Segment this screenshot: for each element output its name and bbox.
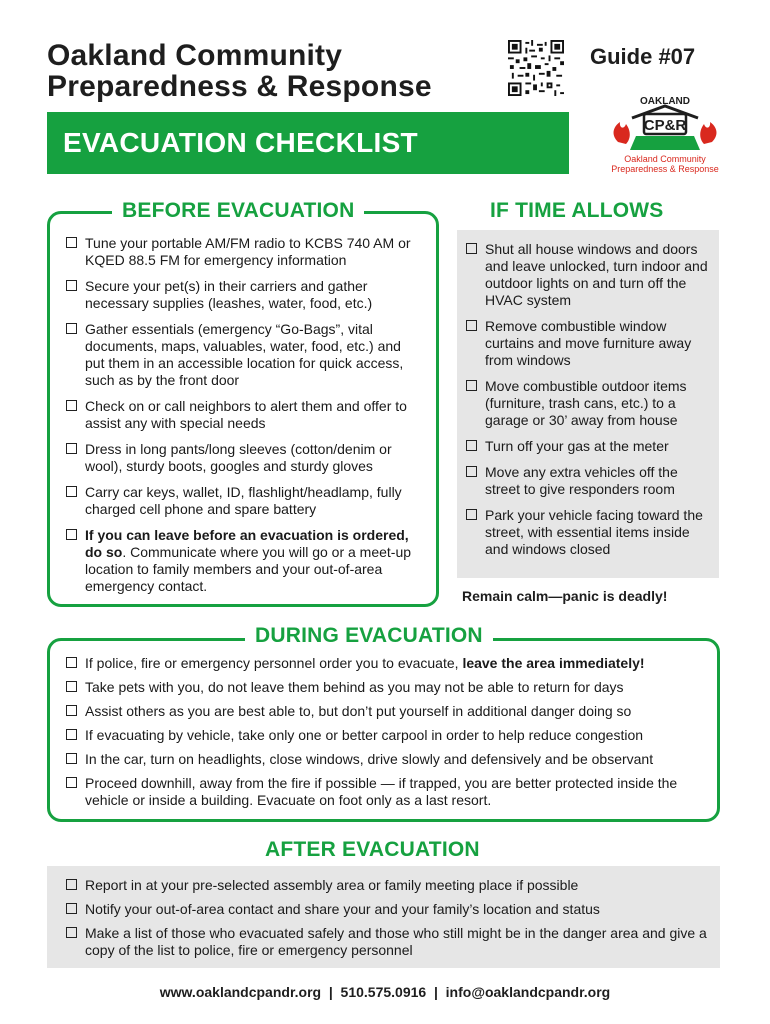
- checklist-item[interactable]: Remove combustible window curtains and move furniture away from windows: [466, 318, 712, 369]
- checkbox-icon[interactable]: [66, 323, 77, 334]
- during-evacuation-list: [66, 655, 712, 809]
- checklist-item[interactable]: Notify your out-of-area contact and share your and your family’s location and status: [66, 901, 712, 918]
- checkbox-icon[interactable]: [66, 400, 77, 411]
- checkbox-icon[interactable]: [66, 705, 77, 716]
- checklist-item[interactable]: If police, fire or emergency personnel order you to evacuate, leave the area immediately!: [66, 655, 712, 672]
- checklist-item[interactable]: If evacuating by vehicle, take only one or better carpool in order to help reduce congestion: [66, 727, 712, 744]
- remain-calm-note: Remain calm—panic is deadly!: [462, 588, 668, 604]
- checklist-item[interactable]: Move combustible outdoor items (furniture, trash cans, etc.) to a garage or 30’ away from house: [466, 378, 712, 429]
- checklist-item[interactable]: Report in at your pre-selected assembly area or family meeting place if possible: [66, 877, 712, 894]
- cpr-logo-mark-icon: [604, 94, 726, 178]
- svg-text:Oakland Community: Oakland Community: [624, 154, 706, 164]
- checklist-item[interactable]: Make a list of those who evacuated safely and those who still might be in the danger area and give a copy of the list to police, fire or emergency personnel: [66, 925, 712, 959]
- checkbox-icon[interactable]: [466, 320, 477, 331]
- checklist-item[interactable]: Check on or call neighbors to alert them and offer to assist any with special needs: [66, 398, 422, 432]
- before-evacuation-title: BEFORE EVACUATION: [112, 199, 364, 223]
- checklist-item[interactable]: Park your vehicle facing toward the street, with essential items inside and windows closed: [466, 507, 712, 558]
- checkbox-icon[interactable]: [66, 777, 77, 788]
- checklist-item[interactable]: Move any extra vehicles off the street to give responders room: [466, 464, 712, 498]
- checkbox-icon[interactable]: [66, 657, 77, 668]
- checkbox-icon[interactable]: [466, 380, 477, 391]
- checklist-item[interactable]: Proceed downhill, away from the fire if possible — if trapped, you are better protected inside the vehicle or inside a building. Evacuate on foot only as a last resort.: [66, 775, 712, 809]
- checklist-item[interactable]: Shut all house windows and doors and leave unlocked, turn indoor and outdoor lights on and turn off the HVAC system: [466, 241, 712, 309]
- after-evacuation-title: AFTER EVACUATION: [255, 838, 490, 862]
- checkbox-icon[interactable]: [66, 486, 77, 497]
- if-time-allows-title: IF TIME ALLOWS: [480, 199, 674, 223]
- guide-number: Guide #07: [590, 44, 696, 69]
- checklist-item[interactable]: Take pets with you, do not leave them behind as you may not be able to return for days: [66, 679, 712, 696]
- checkbox-icon[interactable]: [66, 927, 77, 938]
- checkbox-icon[interactable]: [66, 443, 77, 454]
- checkbox-icon[interactable]: [66, 237, 77, 248]
- checkbox-icon[interactable]: [66, 529, 77, 540]
- checkbox-icon[interactable]: [66, 753, 77, 764]
- checkbox-icon[interactable]: [466, 243, 477, 254]
- checklist-item[interactable]: Assist others as you are best able to, but don’t put yourself in additional danger doing so: [66, 703, 712, 720]
- contact-footer: www.oaklandcpandr.org | 510.575.0916 | info@oaklandcpandr.org: [159, 984, 611, 1000]
- checkbox-icon[interactable]: [466, 440, 477, 451]
- title-line-1: Oakland Community: [47, 39, 343, 72]
- checklist-item[interactable]: Turn off your gas at the meter: [466, 438, 712, 455]
- after-evacuation-list: [66, 877, 712, 959]
- checklist-item[interactable]: Dress in long pants/long sleeves (cotton/denim or wool), sturdy boots, googles and sturdy gloves: [66, 441, 422, 475]
- checkbox-icon[interactable]: [66, 729, 77, 740]
- checklist-item[interactable]: In the car, turn on headlights, close windows, drive slowly and defensively and be observant: [66, 751, 712, 768]
- cpr-logo: [604, 94, 726, 178]
- svg-text:CP&R: CP&R: [643, 117, 687, 134]
- svg-text:OAKLAND: OAKLAND: [640, 96, 690, 107]
- checklist-item[interactable]: If you can leave before an evacuation is ordered, do so. Communicate where you will go or a meet-up location to family members and your out-of-area emergency contact.: [66, 527, 422, 595]
- leave-immediately-emphasis: leave the area immediately!: [462, 655, 645, 671]
- checkbox-icon[interactable]: [466, 509, 477, 520]
- checkbox-icon[interactable]: [466, 466, 477, 477]
- before-evacuation-list: [66, 235, 422, 595]
- checklist-item[interactable]: Secure your pet(s) in their carriers and gather necessary supplies (leashes, water, food, etc.): [66, 278, 422, 312]
- if-time-allows-list: [466, 241, 712, 558]
- page-title: [47, 40, 432, 102]
- title-line-2: Preparedness & Response: [47, 70, 432, 103]
- during-evacuation-title: DURING EVACUATION: [245, 624, 493, 648]
- qr-code-icon: [508, 40, 564, 96]
- checkbox-icon[interactable]: [66, 879, 77, 890]
- checkbox-icon[interactable]: [66, 280, 77, 291]
- checklist-item[interactable]: Gather essentials (emergency “Go-Bags”, vital documents, maps, valuables, water, food, etc.) and put them in an accessible location for quick access, such as by the front door: [66, 321, 422, 389]
- svg-text:Preparedness & Response: Preparedness & Response: [611, 164, 719, 174]
- checkbox-icon[interactable]: [66, 681, 77, 692]
- checklist-item[interactable]: Carry car keys, wallet, ID, flashlight/headlamp, fully charged cell phone and spare battery: [66, 484, 422, 518]
- checklist-item[interactable]: Tune your portable AM/FM radio to KCBS 740 AM or KQED 88.5 FM for emergency information: [66, 235, 422, 269]
- checkbox-icon[interactable]: [66, 903, 77, 914]
- checklist-banner: EVACUATION CHECKLIST: [47, 112, 569, 174]
- leave-early-emphasis: If you can leave before an evacuation is ordered, do so: [85, 527, 409, 560]
